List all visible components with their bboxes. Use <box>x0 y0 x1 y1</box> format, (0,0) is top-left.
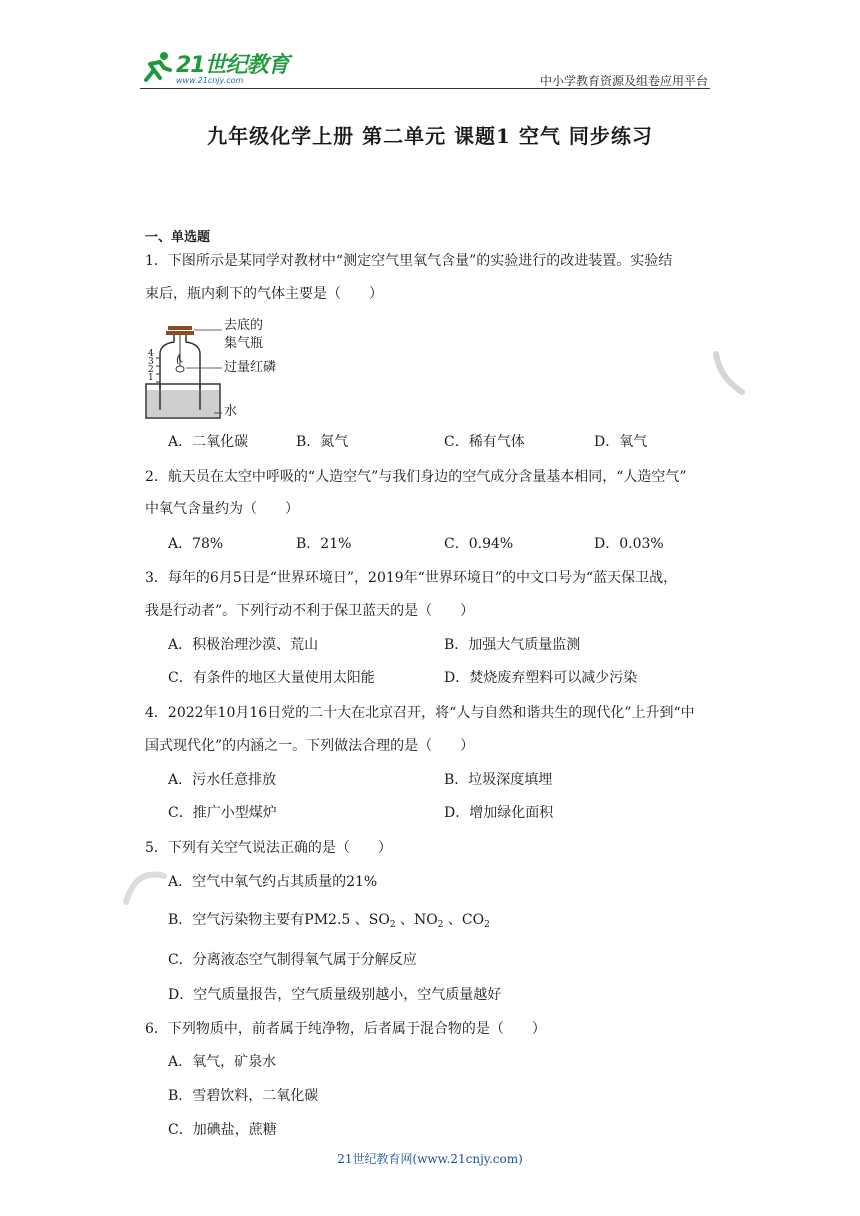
gas-bottle-diagram <box>144 318 224 424</box>
q5-option-b-text-2: 、NO <box>395 912 438 928</box>
scale-mark-3: 3 <box>148 357 154 367</box>
platform-name: 中小学教育资源及组卷应用平台 <box>539 74 708 88</box>
question-5-line-1: 5．下列有关空气说法正确的是（ ） <box>145 840 392 856</box>
logo <box>140 46 310 90</box>
runner-icon <box>140 50 174 84</box>
logo-text: 21世纪教育 <box>176 53 289 78</box>
q3-option-d: D．焚烧废弃塑料可以减少污染 <box>444 670 638 686</box>
question-1-line-2: 束后，瓶内剩下的气体主要是（ ） <box>145 286 383 302</box>
q4-option-a: A．污水任意排放 <box>168 772 277 788</box>
q2-option-a: A．78% <box>168 536 224 552</box>
watermark-swoosh-left <box>120 862 172 912</box>
scale-mark-2: 2 <box>148 365 154 375</box>
q3-option-a: A．积极治理沙漠、荒山 <box>168 637 319 653</box>
question-1-line-1: 1．下图所示是某同学对教材中“测定空气里氧气含量”的实验进行的改进装置。实验结 <box>145 253 673 269</box>
q3-option-b: B．加强大气质量监测 <box>444 637 581 653</box>
scale-mark-1: 1 <box>148 373 154 383</box>
q4-option-c: C．推广小型煤炉 <box>168 805 277 821</box>
q5-option-b-text-1: B．空气污染物主要有PM2.5 、SO <box>168 912 390 928</box>
q2-option-d: D．0.03% <box>594 536 664 552</box>
q4-option-d: D．增加绿化面积 <box>444 805 554 821</box>
q6-option-a: A．氧气，矿泉水 <box>168 1054 277 1070</box>
q5-option-b-sub-3: 2 <box>484 920 490 930</box>
q5-option-b-sub-2: 2 <box>437 920 444 930</box>
page-title: 九年级化学上册 第二单元 课题1 空气 同步练习 <box>207 124 653 148</box>
q1-option-c: C．稀有气体 <box>444 434 525 450</box>
apparatus-figure <box>144 318 294 424</box>
scale-mark-4: 4 <box>148 349 154 359</box>
header-divider <box>140 88 710 89</box>
page-header <box>140 40 710 92</box>
logo-url: www.21cnjy.com <box>176 76 244 85</box>
question-2-line-2: 中氧气含量约为（ ） <box>145 501 299 517</box>
label-gas-bottle: 集气瓶 <box>224 336 264 351</box>
label-water: 水 <box>224 404 238 419</box>
q2-option-c: C．0.94% <box>444 536 514 552</box>
q5-option-b-text-3: 、CO <box>443 912 485 928</box>
q3-option-c: C．有条件的地区大量使用太阳能 <box>168 670 375 686</box>
q1-option-a: A．二氧化碳 <box>168 434 249 450</box>
label-red-phosphorus: 过量红磷 <box>224 360 277 375</box>
q5-option-c: C．分离液态空气制得氧气属于分解反应 <box>168 952 417 968</box>
watermark-swoosh-right <box>712 350 746 396</box>
question-4-line-2: 国式现代化”的内涵之一。下列做法合理的是（ ） <box>145 738 475 754</box>
q5-option-b <box>168 910 490 935</box>
q1-option-b: B．氮气 <box>296 434 349 450</box>
q4-option-b: B．垃圾深度填埋 <box>444 772 553 788</box>
q5-option-d: D．空气质量报告，空气质量级别越小，空气质量越好 <box>168 987 502 1003</box>
q2-option-b: B．21% <box>296 536 352 552</box>
question-3-line-2: 我是行动者”。下列行动不利于保卫蓝天的是（ ） <box>145 603 475 619</box>
question-2-line-1: 2．航天员在太空中呼吸的“人造空气”与我们身边的空气成分含量基本相同，“人造空气” <box>145 469 687 485</box>
section-heading: 一、单选题 <box>145 230 211 245</box>
q6-option-c: C．加碘盐，蔗糖 <box>168 1122 277 1138</box>
page-footer: 21世纪教育网(www.21cnjy.com) <box>337 1152 523 1166</box>
question-4-line-1: 4．2022年10月16日党的二十大在北京召开，将“人与自然和谐共生的现代化”上升到“中 <box>145 705 695 721</box>
question-6-line-1: 6．下列物质中，前者属于纯净物，后者属于混合物的是（ ） <box>145 1021 546 1037</box>
question-3-line-1: 3．每年的6月5日是“世界环境日”，2019年“世界环境日”的中文口号为“蓝天保卫战， <box>145 570 678 586</box>
q5-option-b-sub-1: 2 <box>389 920 396 930</box>
q5-option-a: A．空气中氧气约占其质量的21% <box>168 874 378 890</box>
label-bottomless: 去底的 <box>224 318 264 333</box>
q1-option-d: D．氧气 <box>594 434 648 450</box>
q6-option-b: B．雪碧饮料，二氧化碳 <box>168 1088 319 1104</box>
